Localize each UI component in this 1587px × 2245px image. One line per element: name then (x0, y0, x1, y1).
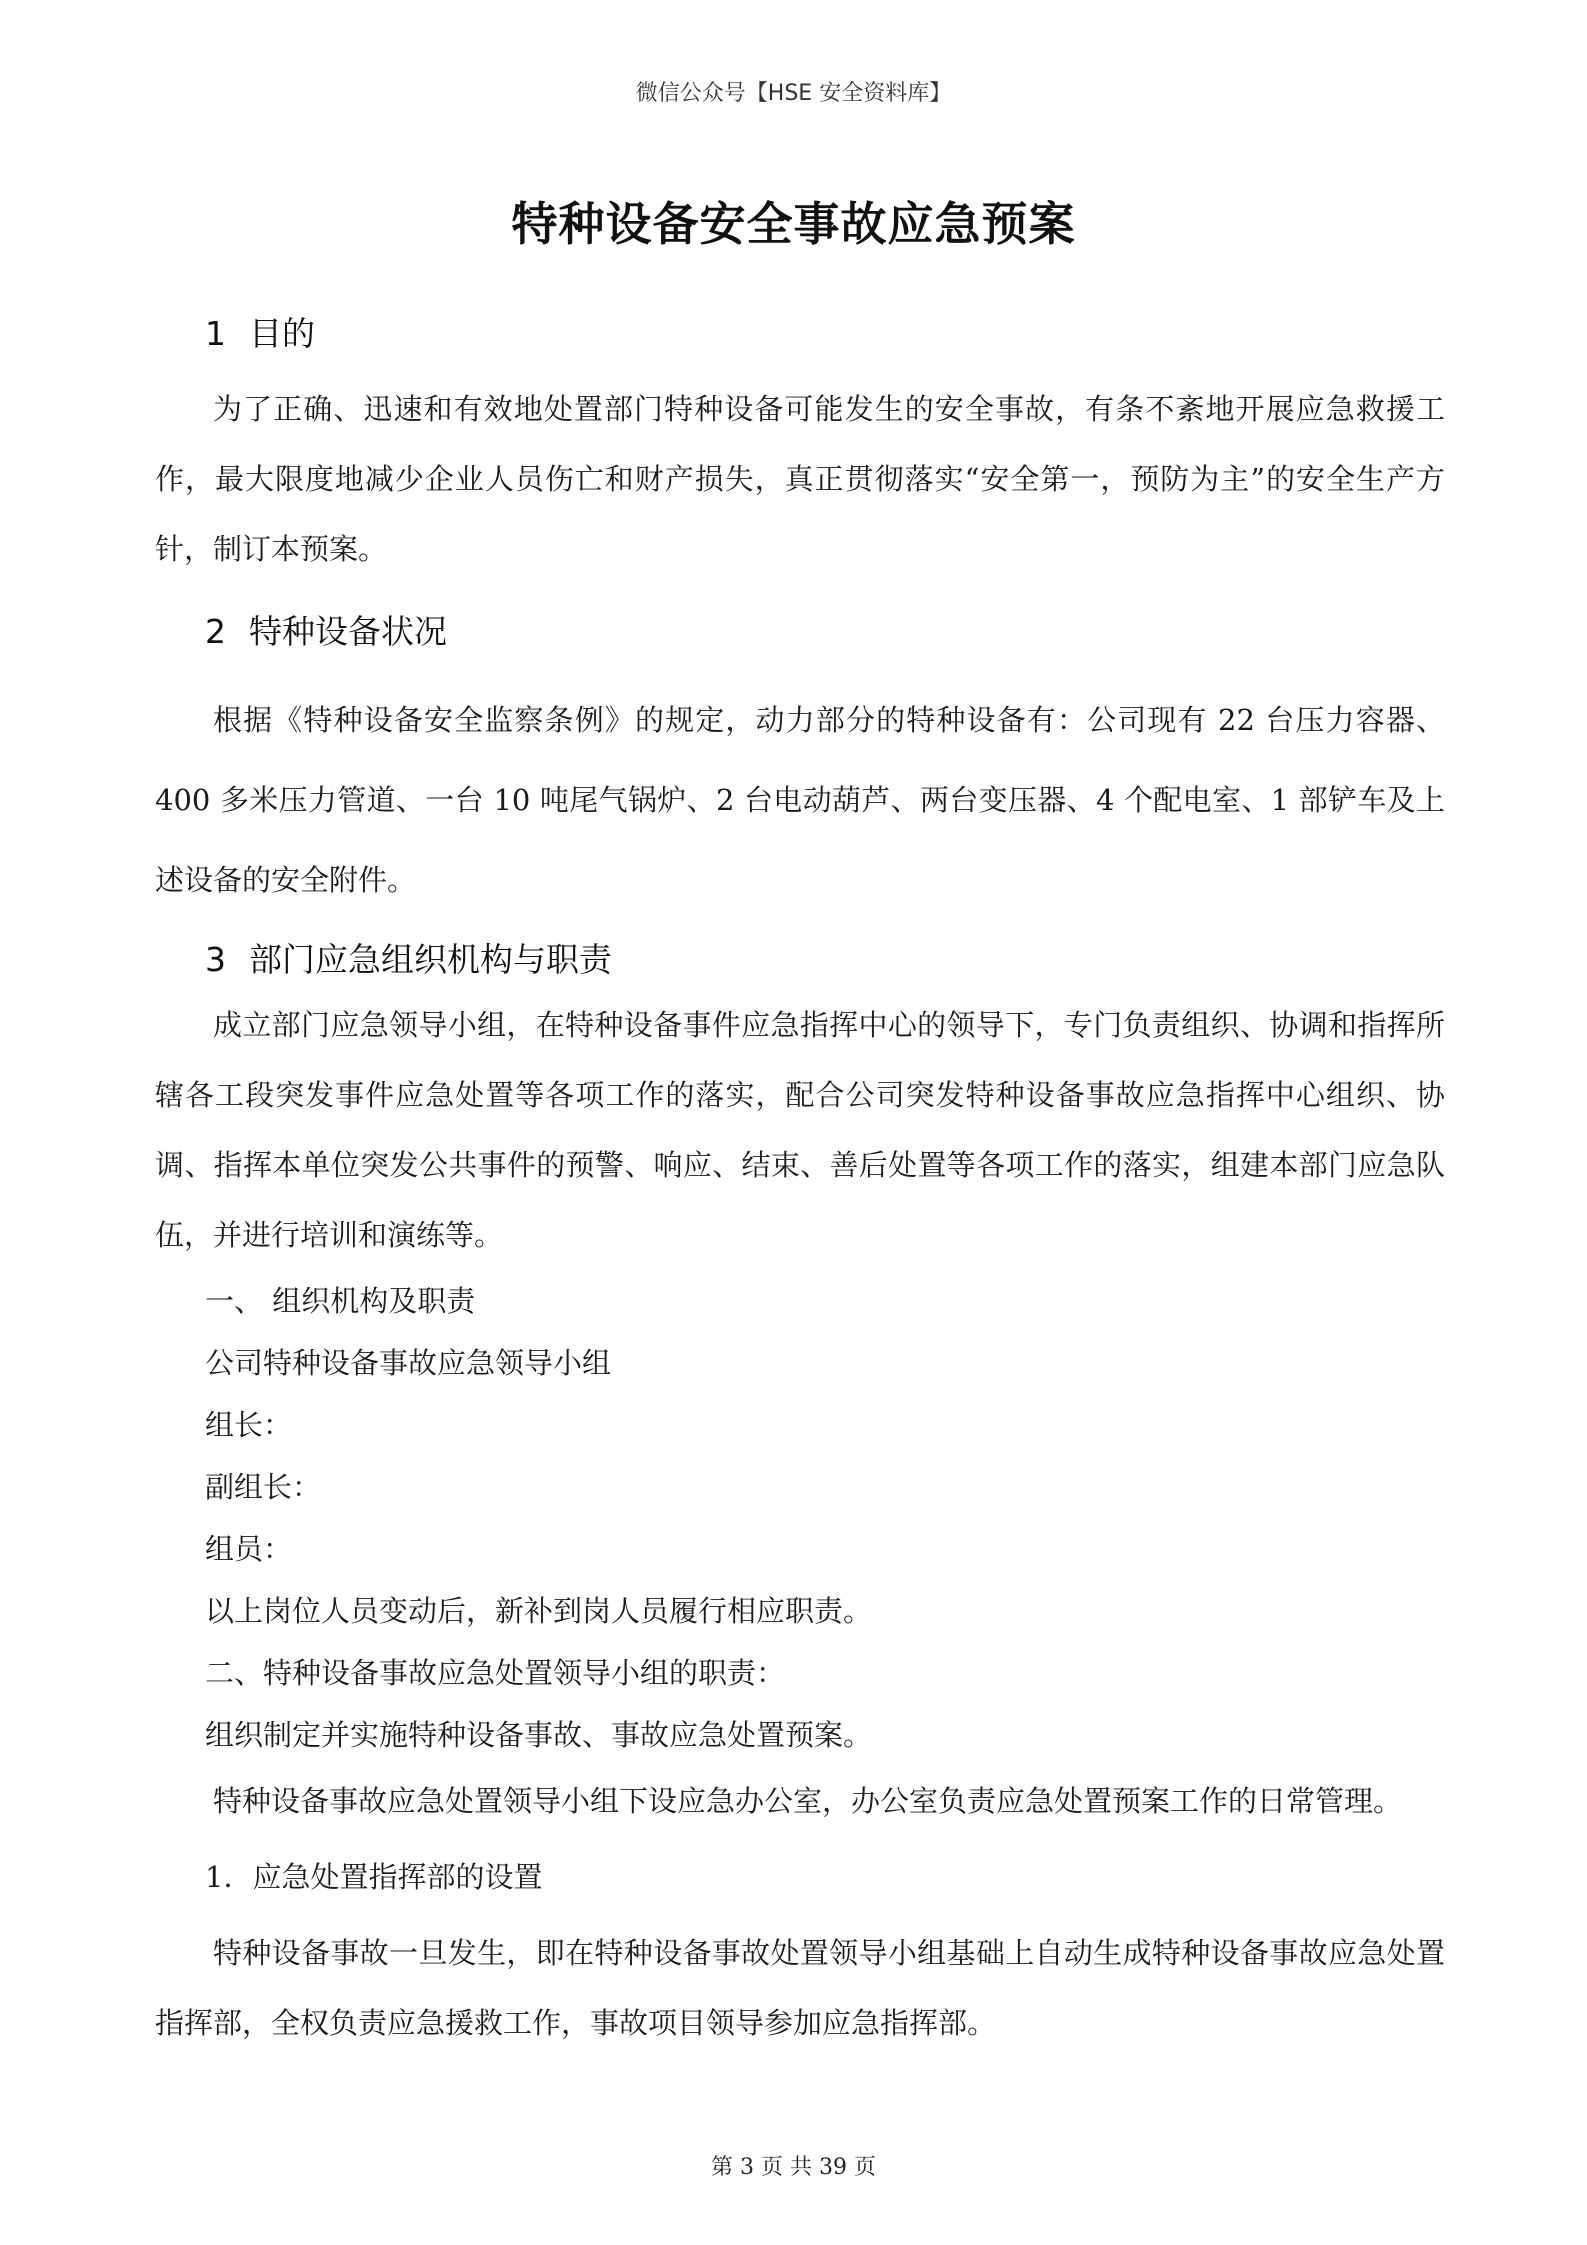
subheading-command-setup: 1．应急处置指挥部的设置 (205, 1860, 543, 1894)
list-line-members: 组员： (205, 1532, 293, 1566)
section-number: 2 (205, 612, 226, 651)
section-title: 目的 (249, 314, 315, 353)
list-line-duties-plan: 组织制定并实施特种设备事故、事故应急处置预案。 (205, 1718, 873, 1752)
list-line-org-structure: 一、 组织机构及职责 (205, 1284, 476, 1318)
section-number: 3 (205, 940, 226, 979)
section-title: 特种设备状况 (249, 612, 447, 651)
list-line-staff-change: 以上岗位人员变动后，新补到岗人员履行相应职责。 (205, 1594, 873, 1628)
list-line-deputy-leader: 副组长： (205, 1470, 322, 1504)
list-line-duties-heading: 二、特种设备事故应急处置领导小组的职责： (205, 1656, 786, 1690)
paragraph-command-setup: 特种设备事故一旦发生，即在特种设备事故处置领导小组基础上自动生成特种设备事故应急处置指挥部，全权负责应急援救工作，事故项目领导参加应急指挥部。 (155, 1936, 1445, 2040)
list-line-group-leader: 组长： (205, 1408, 293, 1442)
list-line-leadership-group: 公司特种设备事故应急领导小组 (205, 1346, 612, 1380)
paragraph-equipment-status: 根据《特种设备安全监察条例》的规定，动力部分的特种设备有：公司现有 22 台压力容器、400 多米压力管道、一台 10 吨尾气锅炉、2 台电动葫芦、两台变压器、4 个配电室、1 部铲车及上述设备的安全附件。 (155, 703, 1445, 897)
section-title: 部门应急组织机构与职责 (249, 940, 612, 979)
section-heading-equipment-status (205, 602, 1445, 662)
section-number: 1 (205, 314, 226, 353)
section-heading-purpose (205, 304, 1445, 364)
page-number: 第 3 页 共 39 页 (711, 2155, 876, 2180)
paragraph-emergency-office: 特种设备事故应急处置领导小组下设应急办公室，办公室负责应急处置预案工作的日常管理。 (213, 1784, 1403, 1818)
section-heading-organization (205, 930, 1445, 990)
header-note: 微信公众号【HSE 安全资料库】 (635, 81, 952, 106)
paragraph-purpose: 为了正确、迅速和有效地处置部门特种设备可能发生的安全事故，有条不紊地开展应急救援工作，最大限度地减少企业人员伤亡和财产损失，真正贯彻落实“安全第一，预防为主”的安全生产方针，制订本预案。 (155, 392, 1445, 566)
document-title: 特种设备安全事故应急预案 (511, 197, 1076, 251)
paragraph-organization: 成立部门应急领导小组，在特种设备事件应急指挥中心的领导下，专门负责组织、协调和指挥所辖各工段突发事件应急处置等各项工作的落实，配合公司突发特种设备事故应急指挥中心组织、协调、指挥本单位突发公共事件的预警、响应、结束、善后处置等各项工作的落实，组建本部门应急队伍，并进行培训和演练等。 (155, 1008, 1445, 1252)
document-body (155, 304, 1445, 2058)
